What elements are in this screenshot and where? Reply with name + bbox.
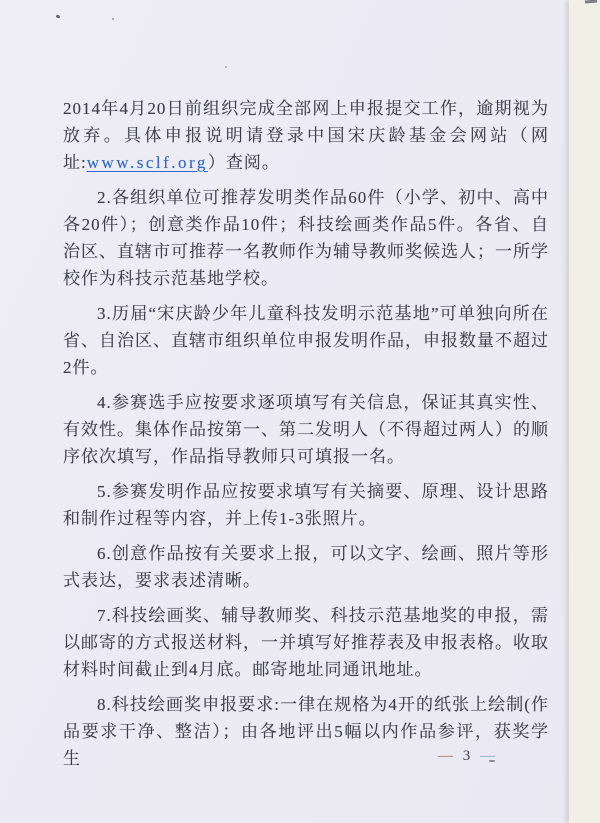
paragraph-item-4: 4.参赛选手应按要求逐项填写有关信息，保证其真实性、有效性。集体作品按第一、第二发明人（不得超过两人）的顺序依次填写，作品指导教师只可填报一名。 bbox=[63, 393, 549, 466]
paragraph-item-8: 8.科技绘画奖申报要求:一律在规格为4开的纸张上绘制(作品要求干净、整洁）；由各地评出5幅以内作品参评，获奖学生 bbox=[63, 695, 549, 768]
scan-speck bbox=[56, 14, 61, 18]
page-number-value: 3 bbox=[462, 748, 474, 764]
scan-speck bbox=[225, 66, 227, 68]
paragraph-item-3: 3.历届“宋庆龄少年儿童科技发明示范基地”可单独向所在省、自治区、直辖市组织单位申报发明作品，申报数量不超过2件。 bbox=[63, 304, 549, 377]
page-number bbox=[438, 748, 498, 765]
paragraph-item-5: 5.参赛发明作品应按要求填写有关摘要、原理、设计思路和制作过程等内容，并上传1-3张照片。 bbox=[63, 482, 549, 528]
page-number-dash-right: — bbox=[480, 748, 498, 764]
scan-edge-band bbox=[569, 0, 600, 823]
scan-speck bbox=[112, 18, 114, 20]
intro-text-before-link: 2014年4月20日前组织完成全部网上申报提交工作，逾期视为放弃。具体申报说明请登录中国宋庆龄基金会网站（网址: bbox=[63, 99, 549, 172]
document-body bbox=[63, 95, 549, 780]
page-number-dash-left: — bbox=[438, 748, 456, 764]
paragraph-item-6: 6.创意作品按有关要求上报，可以文字、绘画、照片等形式表达，要求表述清晰。 bbox=[63, 544, 549, 590]
paragraph-item-2: 2.各组织单位可推荐发明类作品60件（小学、初中、高中各20件）；创意类作品10件；科技绘画类作品5件。各省、自治区、直辖市可推荐一名教师作为辅导教师奖候选人；一所学校作为科技示范基地学校。 bbox=[63, 188, 549, 288]
paragraph-intro bbox=[63, 95, 549, 176]
paragraph-item-7: 7.科技绘画奖、辅导教师奖、科技示范基地奖的申报，需以邮寄的方式报送材料，一并填写好推荐表及申报表格。收取材料时间截止到4月底。邮寄地址同通讯地址。 bbox=[63, 606, 549, 679]
intro-text-after-link: ）查阅。 bbox=[207, 153, 280, 172]
website-link[interactable]: www.sclf.org bbox=[86, 153, 208, 172]
